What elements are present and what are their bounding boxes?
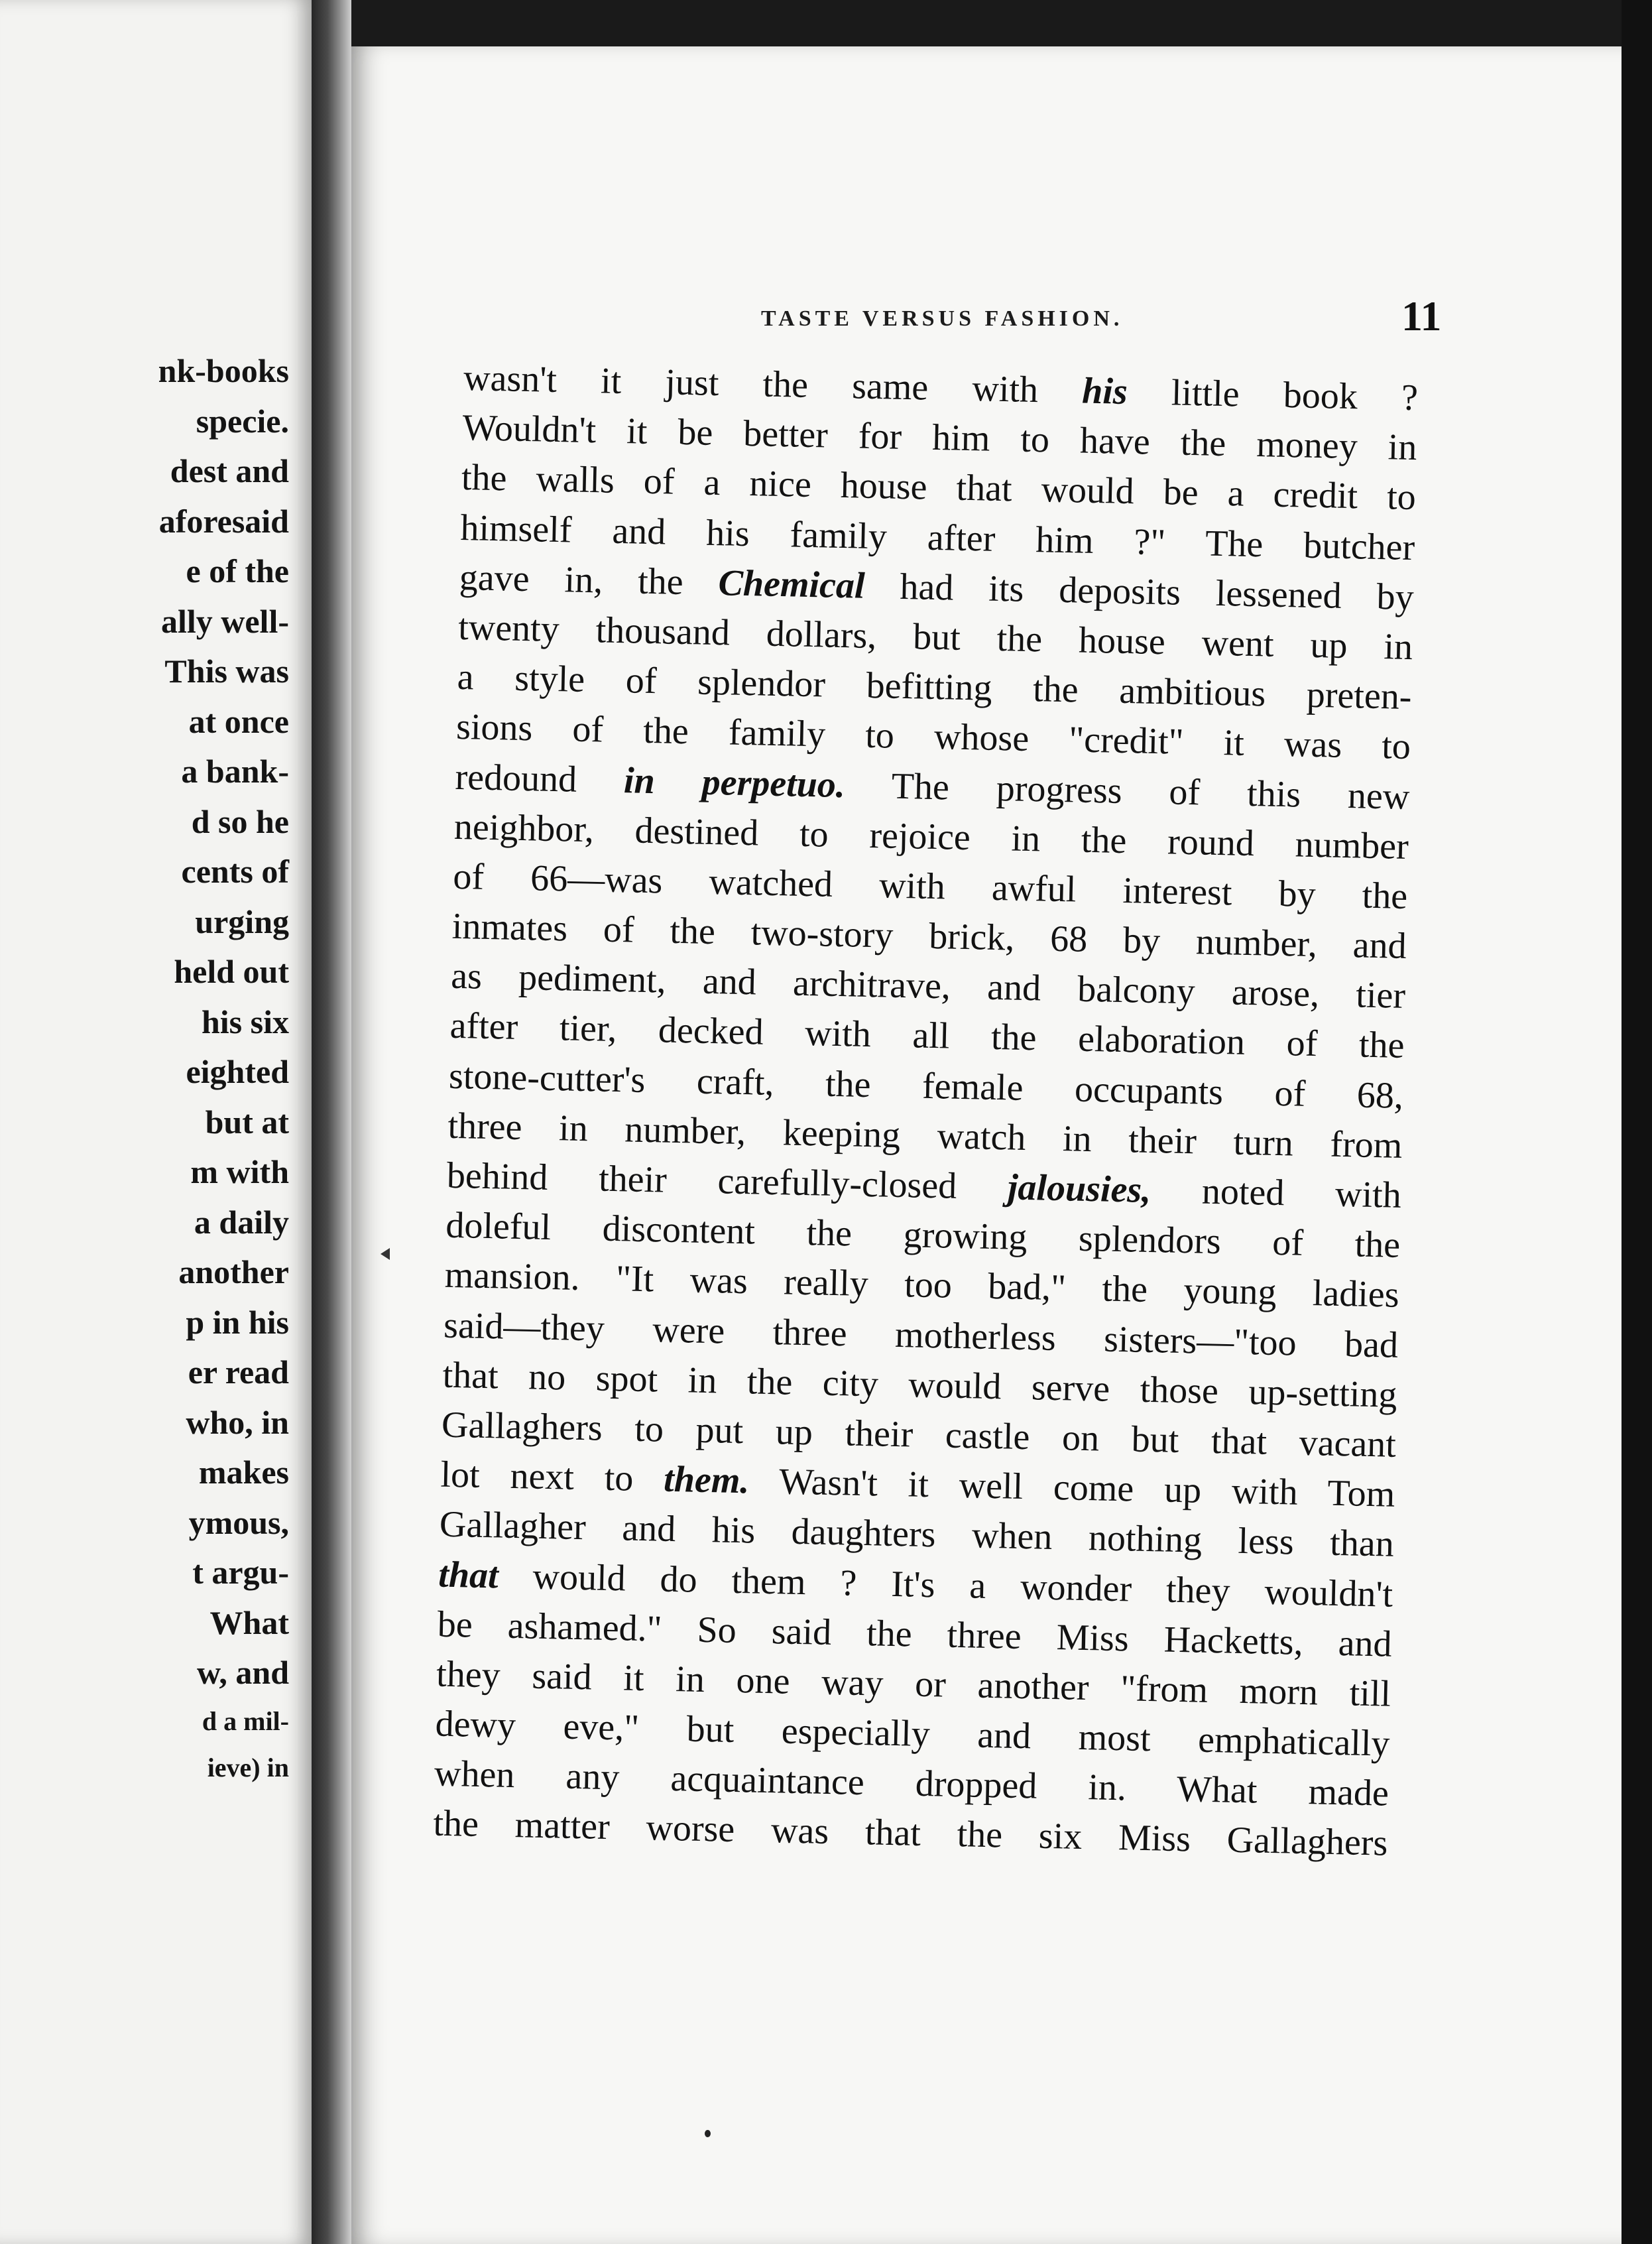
book-gutter — [312, 0, 351, 2244]
left-text-line: at once — [188, 702, 289, 740]
left-text-line: specie. — [196, 402, 289, 440]
text-span: had its deposits lessened by — [864, 565, 1415, 618]
text-span: Wouldn't it be better for him to have the money in — [462, 407, 1417, 469]
text-span: gave in, the — [459, 556, 719, 603]
left-text-line: d a mil- — [202, 1706, 289, 1736]
running-head: TASTE VERSUS FASHION. — [761, 306, 1124, 331]
left-page-text — [158, 346, 289, 1791]
left-text-line: his six — [201, 1003, 289, 1040]
page-number: 11 — [1401, 292, 1442, 340]
left-text-line: ieve) in — [207, 1752, 289, 1782]
left-text-line: er read — [188, 1353, 289, 1391]
text-span: stone-cutter's craft, the female occupants of 68, — [448, 1055, 1404, 1117]
text-span: of 66—was watched with awful interest by the — [452, 855, 1408, 917]
text-span: three in number, keeping watch in their turn from — [447, 1105, 1403, 1166]
text-span: the matter worse was that the six Miss Gallaghers — [432, 1802, 1388, 1865]
text-span: said—they were three motherless sisters—"too bad — [443, 1304, 1399, 1366]
text-span: Wasn't it well come up with Tom — [748, 1460, 1395, 1515]
left-text-line: held out — [174, 953, 289, 990]
text-span: sions of the family to whose "credit" it was to — [455, 706, 1411, 768]
left-page-fragment — [0, 0, 312, 2244]
left-text-line: nk-books — [158, 352, 289, 389]
italic-span: Chemical — [718, 562, 866, 607]
text-span: a style of splendor befitting the ambitious preten- — [457, 656, 1413, 718]
scan-border — [1622, 0, 1652, 2244]
italic-span: jalousies, — [1007, 1166, 1151, 1211]
text-span: that no spot in the city would serve those up-setting — [442, 1354, 1398, 1416]
text-span: after tier, decked with all the elaboration of the — [449, 1005, 1405, 1067]
left-text-line: t argu- — [192, 1554, 289, 1591]
text-span: behind their carefully-closed — [446, 1154, 1008, 1208]
left-text-line: dest and — [170, 452, 289, 489]
text-span: wasn't it just the same with — [463, 357, 1083, 412]
left-text-line: makes — [198, 1454, 289, 1491]
left-text-line: but at — [205, 1103, 289, 1141]
text-span: when any acquaintance dropped in. What made — [434, 1753, 1389, 1814]
text-span: twenty thousand dollars, but the house went up in — [457, 606, 1413, 668]
text-span: Gallagher and his daughters when nothing less than — [439, 1503, 1395, 1566]
text-span: they said it in one way or another "from morn till — [436, 1653, 1391, 1715]
left-text-line: aforesaid — [158, 502, 289, 540]
text-span: little book ? — [1127, 371, 1419, 419]
italic-span: that — [438, 1554, 499, 1596]
text-span: dewy eve," but especially and most emphatically — [435, 1703, 1391, 1765]
italic-span: his — [1081, 370, 1128, 412]
text-span: lot next to — [440, 1454, 664, 1500]
left-text-line: p in his — [186, 1303, 289, 1341]
text-span: inmates of the two-story brick, 68 by number, and — [451, 905, 1407, 967]
text-span: The progress of this new — [845, 764, 1410, 818]
left-text-line: w, and — [197, 1654, 289, 1691]
left-text-line: d so he — [191, 802, 289, 840]
left-text-line: a daily — [194, 1203, 289, 1241]
text-span: himself and his family after him ?" The butcher — [459, 507, 1415, 568]
left-text-line: a bank- — [181, 753, 289, 790]
left-text-line: urging — [195, 903, 289, 940]
left-text-line: What — [209, 1603, 289, 1641]
text-span: doleful discontent the growing splendors of the — [445, 1204, 1401, 1267]
italic-span: in perpetuo. — [623, 759, 846, 806]
margin-mark — [381, 1248, 390, 1260]
text-span: the walls of a nice house that would be a credit to — [461, 457, 1417, 519]
left-text-line: ymous, — [188, 1503, 289, 1541]
left-text-line: eighted — [186, 1053, 289, 1090]
left-text-line: another — [178, 1253, 289, 1290]
left-text-line: This was — [164, 653, 289, 690]
left-text-line: ally well- — [160, 602, 289, 640]
text-span: as pediment, and architrave, and balcony arose, tier — [450, 956, 1406, 1017]
text-span: Gallaghers to put up their castle on but that vacant — [441, 1404, 1397, 1465]
body-text — [433, 353, 1419, 1869]
left-text-line: e of the — [186, 552, 289, 590]
left-text-line: who, in — [186, 1403, 289, 1441]
text-span: noted with — [1150, 1169, 1402, 1216]
text-span: mansion. "It was really too bad," the young ladies — [444, 1255, 1400, 1316]
text-span: be ashamed." So said the three Miss Hacketts, and — [437, 1603, 1393, 1665]
left-text-line: cents of — [181, 853, 289, 890]
text-span: would do them ? It's a wonder they wouldn't — [498, 1554, 1393, 1615]
ink-dot — [705, 2130, 711, 2137]
text-span: neighbor, destined to rejoice in the round number — [453, 806, 1409, 867]
italic-span: them. — [663, 1458, 750, 1502]
left-text-line: m with — [190, 1153, 289, 1190]
text-span: redound — [454, 756, 624, 801]
